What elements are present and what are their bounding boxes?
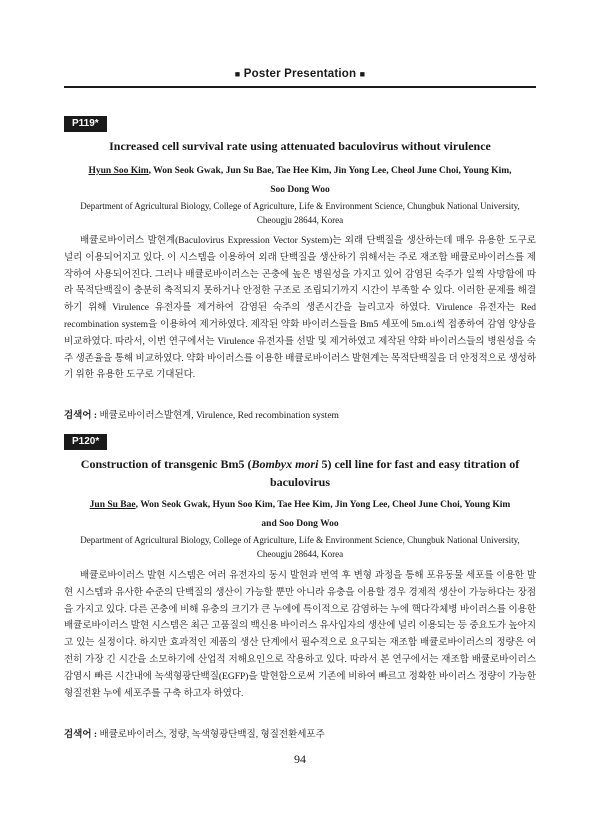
title-line-2: baculovirus [269,475,330,489]
page-number: 94 [294,752,306,766]
poster-title: Increased cell survival rate using attenuated baculovirus without virulence [109,139,491,153]
authors-line-1 [64,162,536,181]
keywords-label: 검색어 : [64,411,98,421]
title-text: 5) cell line for fast and easy titration of [318,457,520,471]
header-title: Poster Presentation [243,68,357,80]
poster-id-badge: P119* [64,116,107,132]
poster-abstract: 배큘로바이러스 발현 시스템은 여러 유전자의 동시 발현과 번역 후 변형 과정을 통해 포유동물 세포를 이용한 발현 시스템과 유사한 수준의 단백질의 생산이 가능할 뿐만 아니라 유충을 이용할 경우 경제적 생산이 가능하다는 장점을 가지고 있다. 다른 곤충에 비해 유충의 크기가 큰 누에에 특이적으로 감염하는 누에 핵다각체병 바이러스를 이용한 배큘로바이러스 발현 시스템은 최근 고품질의 백신용 바이러스 유사입자의 생산에 널리 이용되는 등 중요도가 높아지고 있는 실정이다. 하지만 효과적인 제품의 생산 단계에서 필수적으로 요구되는 재조합 배큘로바이러스의 정량은 여전히 가장 긴 시간을 소모하기에 산업적 저해요인으로 작용하고 있다. 따라서 본 연구에서는 재조합 배큘로바이러스 감염시 빠른 시간내에 녹색형광단백질(EGFP)을 발현함으로써 기존에 비하여 빠르고 정확한 바이러스 정량이 가능한 형질전환 누에 세포주를 구축 하고자 하였다. [64,571,536,699]
poster-affiliation [64,200,536,227]
poster-authors [64,162,536,200]
page-header [64,64,536,88]
title-line-1 [64,455,536,473]
header-square-right: ■ [359,69,366,79]
authors-line-1 [64,496,536,515]
coauthors: , Won Seok Gwak, Jun Su Bae, Tae Hee Kim, Jin Yong Lee, Cheol June Choi, Young Kim, [148,166,512,176]
presenter-name: Jun Su Bae [89,500,136,510]
poster-title [64,455,536,491]
header-square-left: ■ [234,69,241,79]
coauthors: , Won Seok Gwak, Hyun Soo Kim, Tae Hee Kim, Jin Yong Lee, Cheol June Choi, Young Kim [135,500,511,510]
keywords-label: 검색어 : [64,730,98,740]
presenter-name: Hyun Soo Kim [88,166,149,176]
poster-abstract: 배큘로바이러스 발현계(Baculovirus Expression Vector System)는 외래 단백질을 생산하는데 매우 유용한 도구로 널리 이용되어지고 있다. 이 시스템을 이용하여 외래 단백질을 생산하기 위해서는 주로 재조합 배큘로바이러스를 제작하여 사용되어진다. 그러나 배큘로바이러스는 곤충에 높은 병원성을 가지고 있어 감염된 숙주가 일찍 사망함에 따라 목적단백질이 충분히 축적되지 못하거나 안정한 구조로 조립되기까지 시간이 부족할 수 있다. 이러한 문제를 해결하기 위해 Virulence 유전자를 제거하여 감염된 숙주의 생존시간을 늘리고자 하였다. Virulence 유전자는 Red recombination system을 이용하여 제거하였다. 제작된 약화 바이러스들을 Bm5 세포에 5m.o.i씩 접종하여 감염 양상을 비교하였다. 따라서, 이번 연구에서는 Virulence 유전자를 선발 및 제거하였고 제작된 약화 바이러스들의 병원성을 숙주 생존율을 통해 비교하였다. 약화 바이러스를 이용한 배큘로바이러스 발현계는 목적단백질을 더 안정적으로 생성하기 위한 유용한 도구로 기대된다. [64,236,536,381]
poster-keywords [64,727,536,743]
affiliation-line-1: Department of Agricultural Biology, College of Agriculture, Life & Environment Science, Chungbuk National University, [80,535,520,545]
keywords-text: 배큘로바이러스발현계, Virulence, Red recombination system [99,411,339,421]
poster-affiliation [64,534,536,561]
affiliation-line-1: Department of Agricultural Biology, College of Agriculture, Life & Environment Science, Chungbuk National University, [80,201,520,211]
poster-authors [64,496,536,534]
keywords-text: 배큘로바이러스, 정량, 녹색형광단백질, 형질전환세포주 [99,730,325,740]
poster-keywords [64,408,536,424]
title-text: Construction of transgenic Bm5 ( [80,457,252,471]
authors-line-2: Soo Dong Woo [270,185,330,195]
species-name: Bombyx mori [251,457,319,471]
affiliation-line-2: Cheougju 28644, Korea [256,548,344,559]
affiliation-line-2: Cheougju 28644, Korea [256,214,344,225]
authors-line-2: and Soo Dong Woo [261,519,339,529]
poster-id-badge: P120* [64,434,107,450]
